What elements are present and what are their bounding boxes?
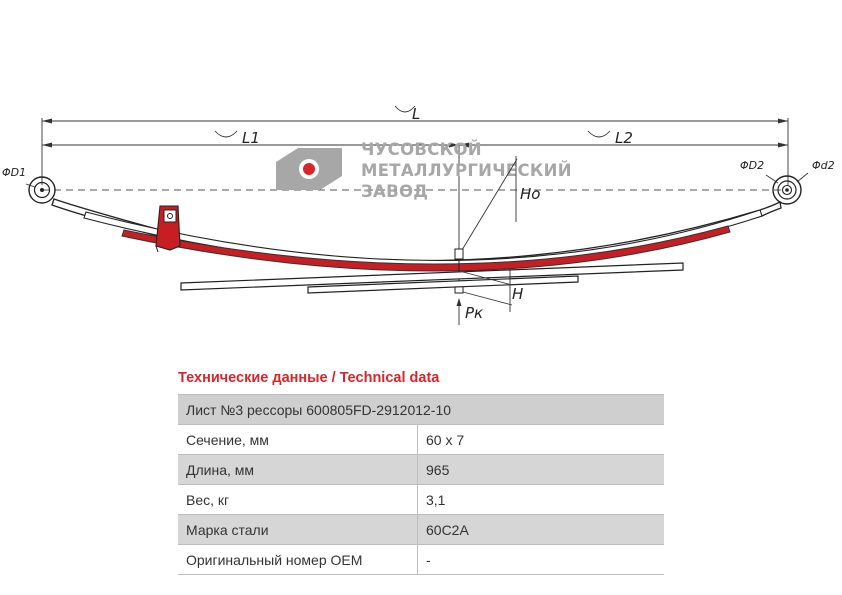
dim-label-H: H <box>512 285 524 303</box>
right-eye <box>766 173 808 204</box>
logo-line-1: ЧУСОВСКОЙ <box>361 140 482 159</box>
dim-label-Ho: Ho <box>520 185 541 203</box>
dim-L-arrow-left <box>42 119 52 124</box>
label-d2: Φd2 <box>812 159 835 172</box>
spec-label: Сечение, мм <box>178 425 418 455</box>
table-row <box>178 485 664 515</box>
spec-label: Оригинальный номер OEM <box>178 545 418 575</box>
arrow-up-icon <box>457 298 462 306</box>
spec-header-row <box>178 395 664 425</box>
dim-label-Pk: Pк <box>465 304 484 322</box>
spec-label: Длина, мм <box>178 455 418 485</box>
dim-label-L: L <box>412 105 421 123</box>
logo-line-2: МЕТАЛЛУРГИЧЕСКИЙ <box>361 161 572 180</box>
spec-value: - <box>418 545 665 575</box>
logo-line-3: ЗАВОД <box>361 182 429 201</box>
label-D2: ΦD2 <box>740 159 765 172</box>
table-row <box>178 425 664 455</box>
rebound-clip <box>156 206 180 252</box>
left-eye <box>26 177 55 203</box>
dim-L-arrow-right <box>778 119 788 124</box>
spec-label: Вес, кг <box>178 485 418 515</box>
table-row <box>178 545 664 575</box>
dim-L1-arrow-left <box>42 143 52 148</box>
spec-value: 60С2А <box>418 515 665 545</box>
spec-label: Марка стали <box>178 515 418 545</box>
spec-value: 965 <box>418 455 665 485</box>
leaf-2 <box>84 210 762 267</box>
load-arrow <box>457 298 462 325</box>
logo-dot-icon <box>303 163 315 175</box>
table-row <box>178 455 664 485</box>
spec-value: 60 x 7 <box>418 425 665 455</box>
spec-title: Технические данные / Technical data <box>178 370 440 386</box>
spec-table <box>178 394 664 575</box>
label-D1: ΦD1 <box>2 166 27 179</box>
spec-header-cell: Лист №3 рессоры 600805FD-2912012-10 <box>178 395 664 425</box>
dim-L2-arrow-right <box>778 143 788 148</box>
table-row <box>178 515 664 545</box>
dim-label-L1: L1 <box>242 129 260 147</box>
dim-label-L2: L2 <box>615 129 633 147</box>
spec-value: 3,1 <box>418 485 665 515</box>
